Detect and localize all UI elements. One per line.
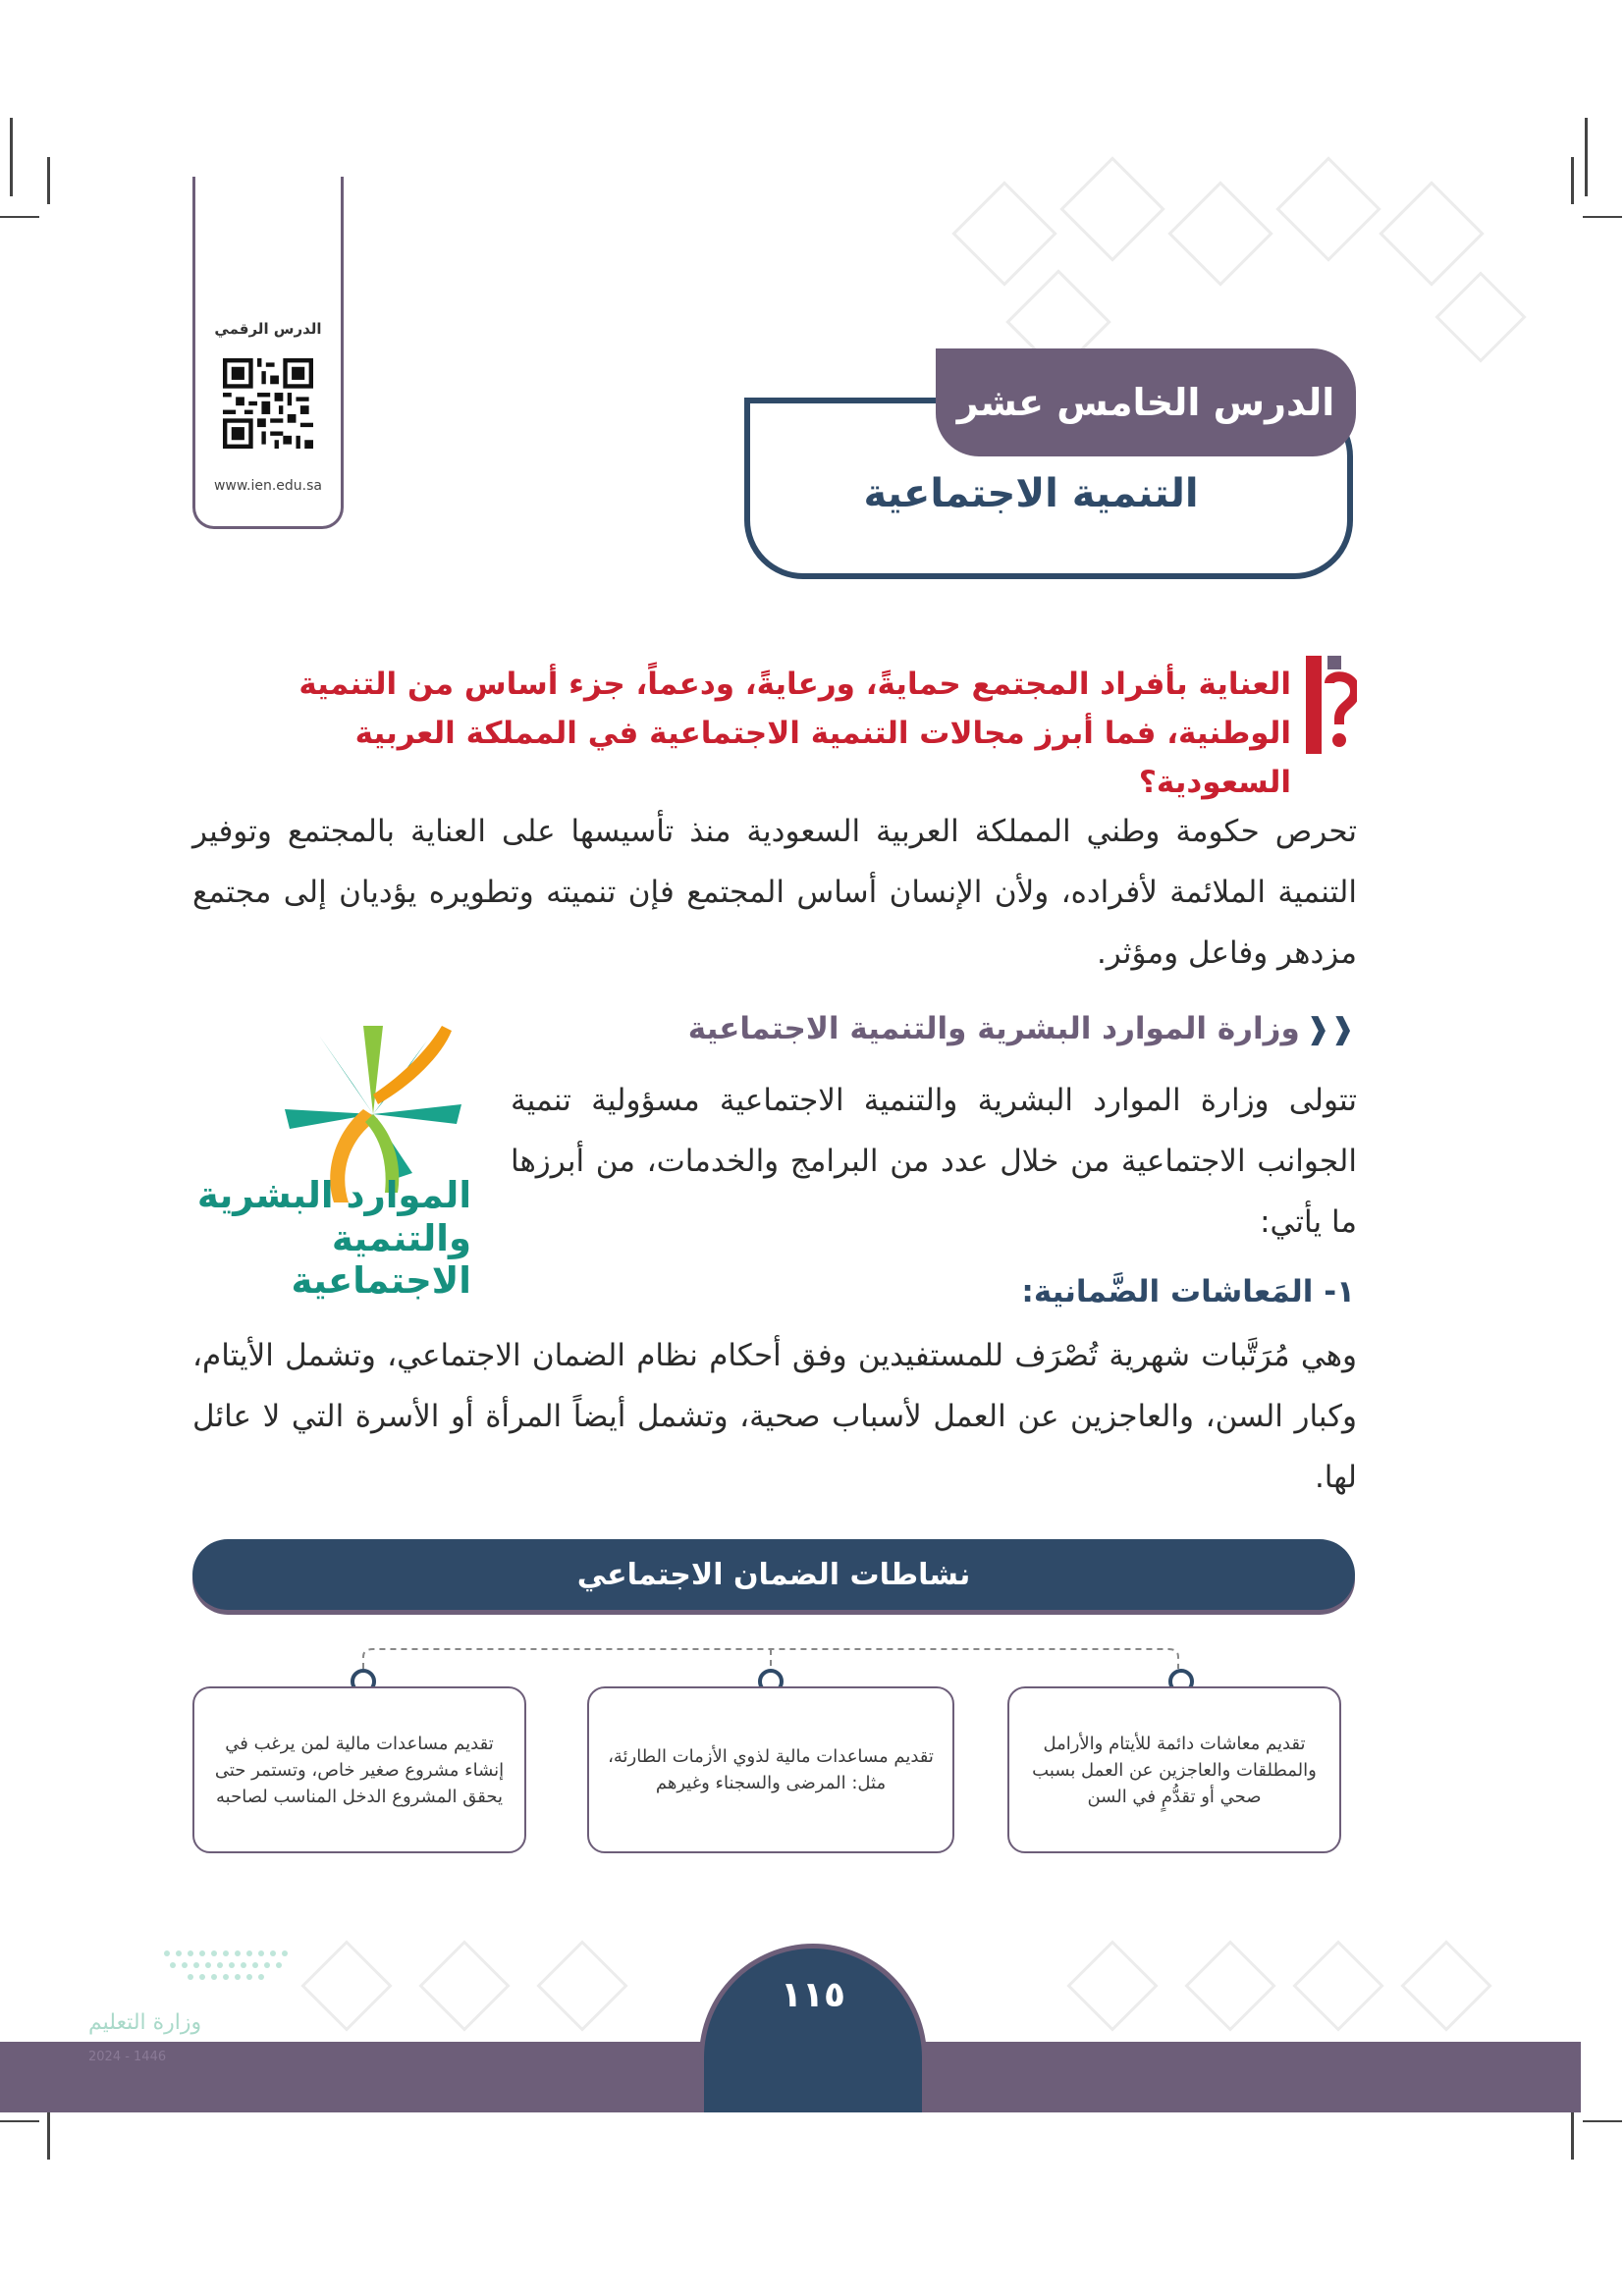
crop-mark (1583, 216, 1622, 218)
background-diamond (418, 1940, 510, 2031)
background-diamond (536, 1940, 627, 2031)
crop-mark (10, 118, 13, 196)
background-diamond (1400, 1940, 1491, 2031)
page-number: ١١٥ (781, 1975, 845, 2015)
activity-card-emergency-aid: تقديم مساعدات مالية لذوي الأزمات الطارئة، مثل: المرضى والسجناء وغيرهم (587, 1686, 954, 1853)
pensions-paragraph: وهي مُرَتَّبات شهرية تُصْرَف للمستفيدين وفق أحكام نظام الضمان الاجتماعي، وتشمل الأيتام، وكبار السن، والعاجزين عن العمل لأسباب صحية، وتشمل أيضاً المرأة أو الأسرة التي لا عائل لها. (192, 1338, 1357, 1495)
background-diamond (1167, 181, 1272, 286)
qr-code-icon[interactable] (223, 358, 313, 449)
question-mark-icon (1306, 656, 1357, 754)
crop-mark (0, 2120, 39, 2122)
logo-text-line1: الموارد البشرية (196, 1174, 471, 1216)
crop-mark (47, 157, 50, 204)
crop-mark (0, 216, 39, 218)
ministry-dots-icon (147, 1944, 304, 1993)
section-heading (628, 1011, 1355, 1046)
digital-lesson-panel[interactable] (192, 177, 344, 529)
logo-text-line2: والتنمية الاجتماعية (291, 1217, 471, 1302)
lesson-title: التنمية الاجتماعية (863, 471, 1199, 516)
crop-mark (1583, 2120, 1622, 2122)
digital-lesson-label: الدرس الرقمي (214, 320, 322, 338)
double-chevron-left-icon: ❰❰ (1305, 1012, 1355, 1046)
background-diamond (1435, 271, 1526, 362)
intro-paragraph: تحرص حكومة وطني المملكة العربية السعودية منذ تأسيسها على العناية بالمجتمع وتوفير التنمية الملائمة لأفراده، ولأن الإنسان أساس المجتمع فإن تنميته وتطويره يؤديان إلى مجتمع مزدهر وفاعل ومؤثر. (192, 814, 1357, 971)
ministry-of-education-wordmark: وزارة التعليم (88, 2010, 202, 2035)
background-diamond (1275, 156, 1380, 261)
activity-card-permanent-pensions: تقديم معاشات دائمة للأيتام والأرامل والمطلقات والعاجزين عن العمل بسبب صحي أو تقدُّمٍ في السن (1007, 1686, 1341, 1853)
section-paragraph: تتولى وزارة الموارد البشرية والتنمية الاجتماعية مسؤولية تنمية الجوانب الاجتماعية من خلال عدد من البرامج والخدمات، من أبرزها ما يأتي: (511, 1083, 1357, 1240)
activities-title-bar: نشاطات الضمان الاجتماعي (192, 1539, 1355, 1610)
background-diamond (1066, 1940, 1158, 2031)
website-url[interactable]: www.ien.edu.sa (213, 478, 323, 494)
activity-card-small-projects: تقديم مساعدات مالية لمن يرغب في إنشاء مشروع صغير خاص، وتستمر حتى يحقق المشروع الدخل المناسب لصاحبه (192, 1686, 526, 1853)
crop-mark (1571, 157, 1574, 204)
intro-question: العناية بأفراد المجتمع حمايةً، ورعايةً، ودعماً، جزء أساس من التنمية الوطنية، فما أبرز مجالات التنمية الاجتماعية في المملكة العربية السعودية؟ (298, 667, 1291, 800)
background-diamond (1292, 1940, 1383, 2031)
section-heading-text: وزارة الموارد البشرية والتنمية الاجتماعية (687, 1011, 1300, 1046)
edition-year: 2024 - 1446 (88, 2050, 167, 2064)
background-diamond (1379, 181, 1484, 286)
crop-mark (1585, 118, 1588, 196)
background-diamond (951, 181, 1056, 286)
page-number-tab (699, 1944, 927, 2112)
background-diamond (300, 1940, 392, 2031)
pensions-heading: ١- المَعاشات الضَّمانية: (1021, 1274, 1355, 1309)
background-diamond (1184, 1940, 1275, 2031)
background-diamond (1059, 156, 1164, 261)
lesson-number-badge: الدرس الخامس عشر (936, 348, 1356, 456)
